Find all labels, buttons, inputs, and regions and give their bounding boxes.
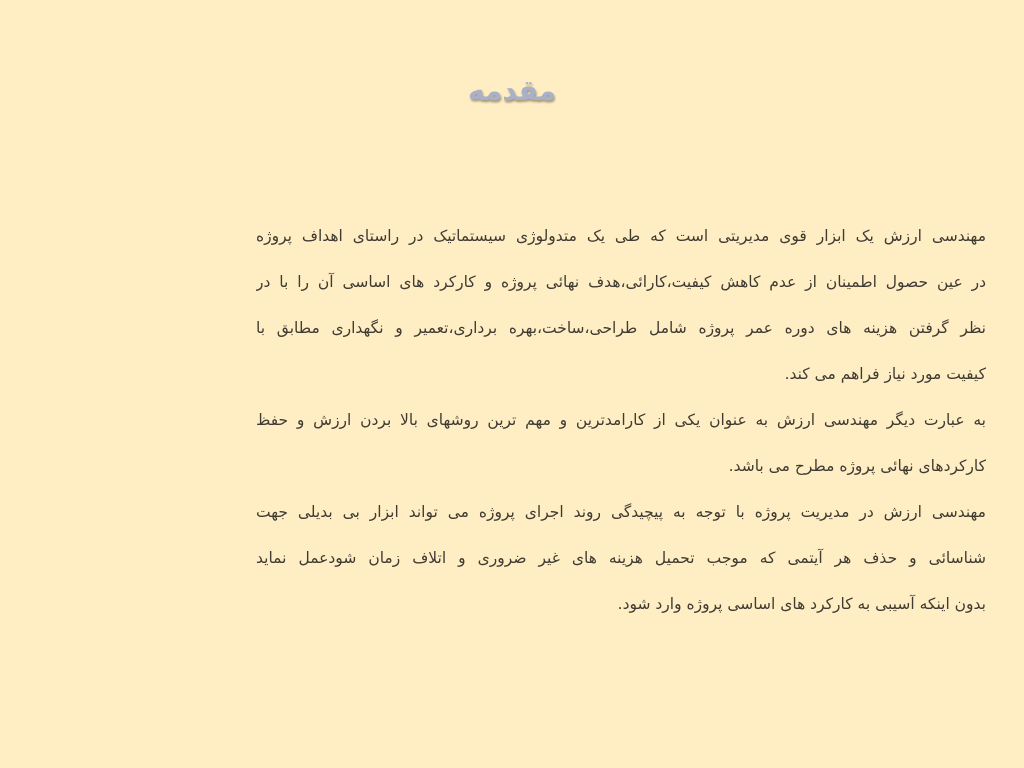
slide-title: مقدمه: [468, 74, 556, 107]
paragraph-1-line-3: نظر گرفتن هزینه های دوره عمر پروژه شامل طراحی،ساخت،بهره برداری،تعمیر و نگهداری مطابق با: [256, 319, 986, 337]
paragraph-2-line-2: کارکردهای نهائی پروژه مطرح می باشد.: [728, 457, 986, 475]
paragraph-1-line-1: مهندسی ارزش یک ابزار قوی مدیریتی است که طی یک متدولوژی سیستماتیک در راستای اهداف پروژه: [256, 227, 986, 245]
paragraph-3-line-3: بدون اینکه آسیبی به کارکرد های اساسی پروژه وارد شود.: [617, 595, 986, 613]
paragraph-3-line-1: مهندسی ارزش در مدیریت پروژه با توجه به پیچیدگی روند اجرای پروژه می تواند ابزار بی بدیلی جهت: [256, 503, 986, 521]
slide-body: [256, 220, 986, 634]
paragraph-1-line-4: کیفیت مورد نیاز فراهم می کند.: [784, 365, 986, 383]
paragraph-1-line-2: در عین حصول اطمینان از عدم کاهش کیفیت،کارائی،هدف نهائی پروژه و کارکرد های اساسی آن را با در: [256, 273, 986, 291]
paragraph-2-line-1: به عبارت دیگر مهندسی ارزش به عنوان یکی از کارامدترین و مهم ترین روشهای بالا بردن ارزش و حفظ: [256, 411, 986, 429]
paragraph-3-line-2: شناسائی و حذف هر آیتمی که موجب تحمیل هزینه های غیر ضروری و اتلاف زمان شودعمل نماید: [256, 549, 986, 567]
